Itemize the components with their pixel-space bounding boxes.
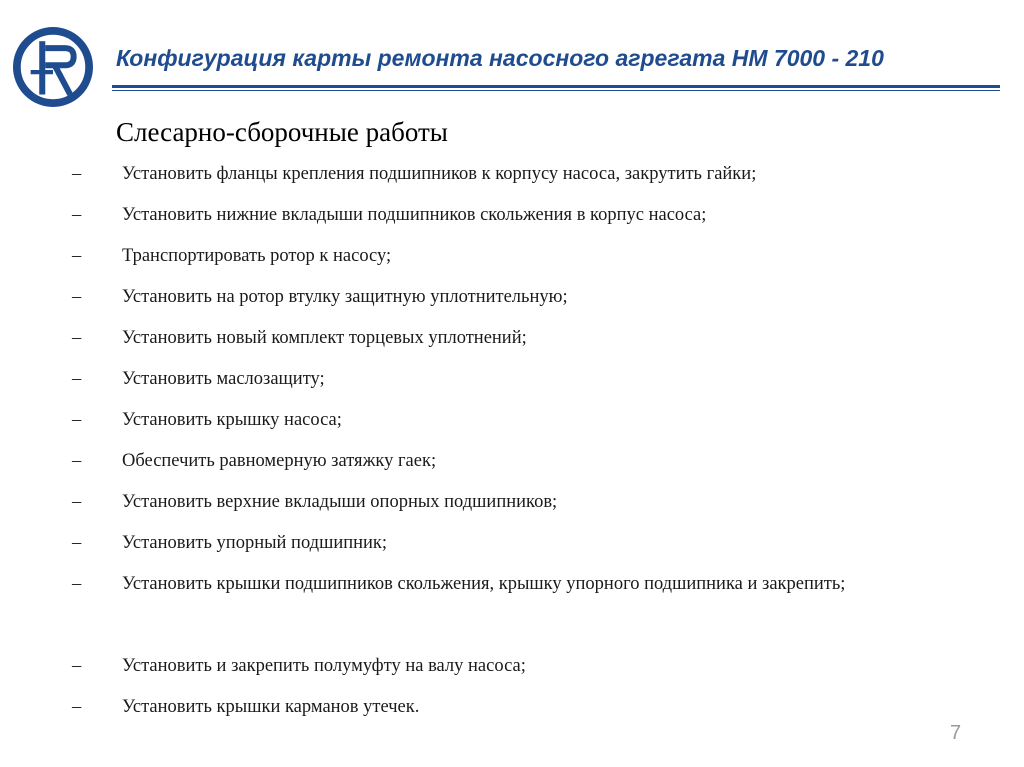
list-item-text: Установить упорный подшипник; (122, 533, 388, 553)
company-emblem-icon (10, 24, 96, 110)
section-heading: Слесарно-сборочные работы (116, 117, 448, 147)
list-item-text: Установить и закрепить полумуфту на валу насоса; (122, 656, 526, 676)
dash-bullet: – (72, 574, 82, 594)
title-divider-thin (112, 90, 1000, 91)
dash-bullet: – (72, 164, 82, 184)
dash-bullet: – (72, 533, 82, 553)
list-item-text: Установить на ротор втулку защитную уплотнительную; (122, 287, 568, 307)
page-number: 7 (950, 722, 962, 744)
list-item-text: Установить маслозащиту; (122, 369, 325, 389)
dash-bullet: – (72, 369, 82, 389)
list-item-text: Установить фланцы крепления подшипников к корпусу насоса, закрутить гайки; (122, 164, 757, 184)
list-item-text: Установить нижние вкладыши подшипников скольжения в корпус насоса; (122, 205, 707, 225)
list-item-text: Установить крышки карманов утечек. (122, 697, 420, 717)
dash-bullet: – (72, 492, 82, 512)
dash-bullet: – (72, 287, 82, 307)
title-divider (112, 85, 1000, 88)
dash-bullet: – (72, 246, 82, 266)
dash-bullet: – (72, 656, 82, 676)
list-item-text: Установить крышку насоса; (122, 410, 342, 430)
dash-bullet: – (72, 697, 82, 717)
list-item-text: Установить новый комплект торцевых уплотнений; (122, 328, 527, 348)
list-item-text: Установить крышки подшипников скольжения, крышку упорного подшипника и закрепить; (122, 574, 846, 594)
page-title: Конфигурация карты ремонта насосного агрегата НМ 7000 - 210 (116, 45, 884, 71)
list-item-text: Установить верхние вкладыши опорных подшипников; (122, 492, 558, 512)
dash-bullet: – (72, 451, 82, 471)
list-item (72, 564, 952, 605)
dash-bullet: – (72, 410, 82, 430)
dash-bullet: – (72, 205, 82, 225)
dash-bullet: – (72, 328, 82, 348)
list-item-text: Транспортировать ротор к насосу; (122, 246, 392, 266)
list-item-text: Обеспечить равномерную затяжку гаек; (122, 451, 437, 471)
